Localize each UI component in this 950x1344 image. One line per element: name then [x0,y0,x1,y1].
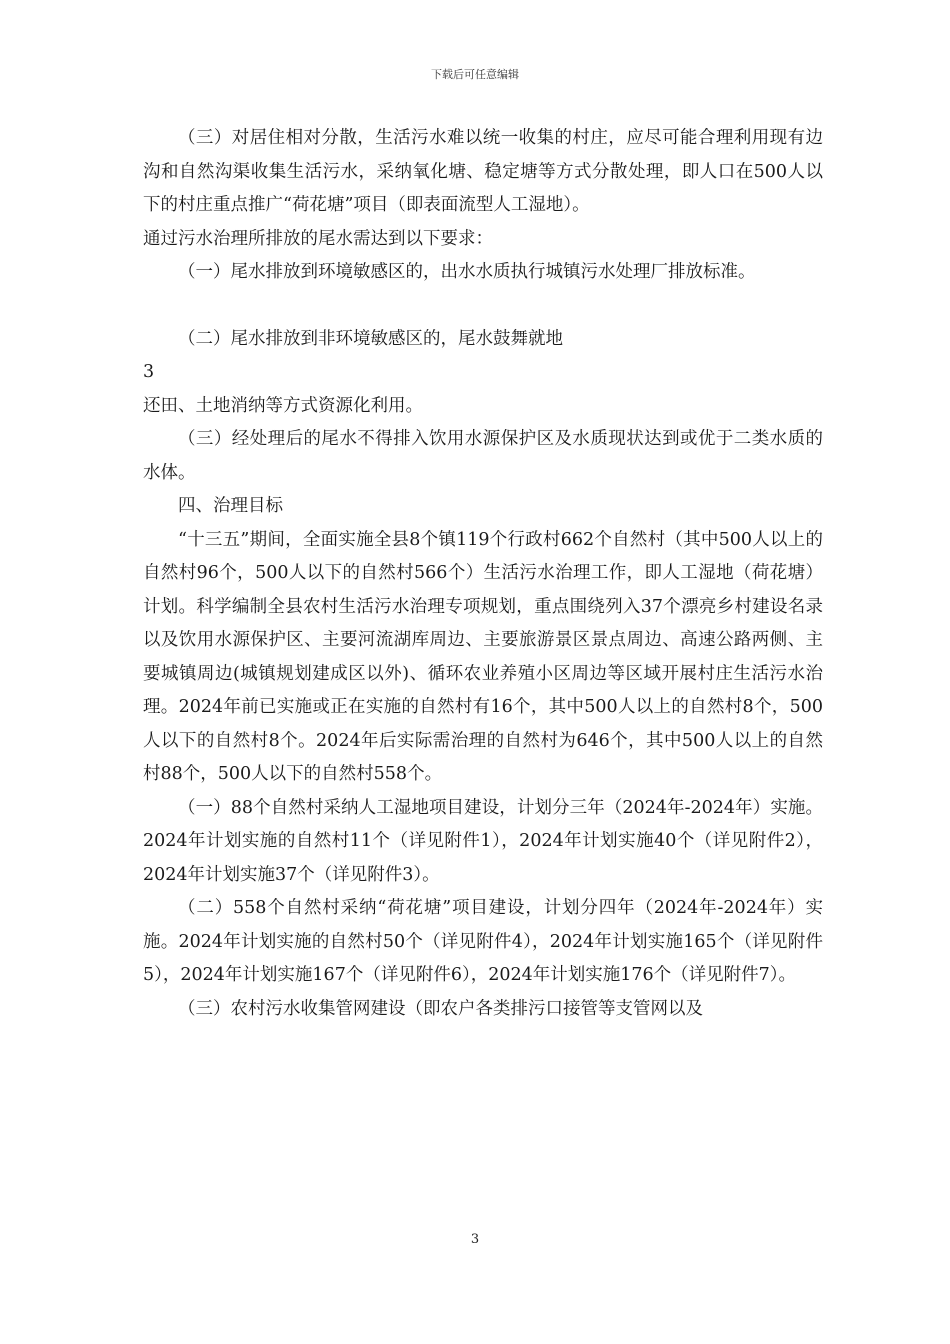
paragraph-wetland-projects: （一）88个自然村采纳人工湿地项目建设，计划分三年（2024年-2024年）实施。2024年计划实施的自然村11个（详见附件1），2024年计划实施40个（详见附件2），2024年计划实施37个（详见附件3）。 [143,797,823,885]
paragraph-resource-reuse: 还田、土地消纳等方式资源化利用。 [143,395,423,416]
paragraph-thirteenth-five-year: “十三五”期间，全面实施全县8个镇119个行政村662个自然村（其中500人以上的自然村96个，500人以下的自然村566个）生活污水治理工作，即人工湿地（荷花塘）计划。科学编制全县农村生活污水治理专项规划，重点围绕列入37个漂亮乡村建设名录以及饮用水源保护区、主要河流湖库周边、主要旅游景区景点周边、高速公路两侧、主要城镇周边(城镇规划建成区以外)、循环农业养殖小区周边等区域开展村庄生活污水治理。2024年前已实施或正在实施的自然村有16个，其中500人以上的自然村8个，500人以下的自然村8个。2024年后实际需治理的自然村为646个，其中500人以上的自然村88个，500人以下的自然村558个。 [143,529,823,784]
paragraph-protected-waters: （三）经处理后的尾水不得排入饮用水源保护区及水质现状达到或优于二类水质的水体。 [143,429,823,483]
inline-page-marker: 3 [143,362,155,382]
paragraph-requirements-intro: 通过污水治理所排放的尾水需达到以下要求： [143,228,493,249]
paragraph-pipe-network: （三）农村污水收集管网建设（即农户各类排污口接管等支管网以及 [178,998,703,1019]
document-body [143,122,823,1026]
paragraph-sensitive-area: （一）尾水排放到环境敏感区的，出水水质执行城镇污水处理厂排放标准。 [178,262,756,282]
paragraph-lotus-pond-projects: （二）558个自然村采纳“荷花塘”项目建设，计划分四年（2024年-2024年）实施。2024年计划实施的自然村50个（详见附件4），2024年计划实施165个（详见附件5），2024年计划实施167个（详见附件6），2024年计划实施176个（详见附件7）。 [143,898,823,985]
page-header: 下载后可任意编辑 [431,68,519,81]
paragraph-non-sensitive-area: （二）尾水排放到非环境敏感区的，尾水鼓舞就地 [178,328,563,349]
paragraph-scattered-villages: （三）对居住相对分散，生活污水难以统一收集的村庄，应尽可能合理利用现有边沟和自然沟渠收集生活污水，采纳氧化塘、稳定塘等方式分散处理，即人口在500人以下的村庄重点推广“荷花塘”项目（即表面流型人工湿地）。 [143,128,823,215]
section-heading-goals: 四、治理目标 [178,496,283,516]
page-number: 3 [470,1232,480,1247]
